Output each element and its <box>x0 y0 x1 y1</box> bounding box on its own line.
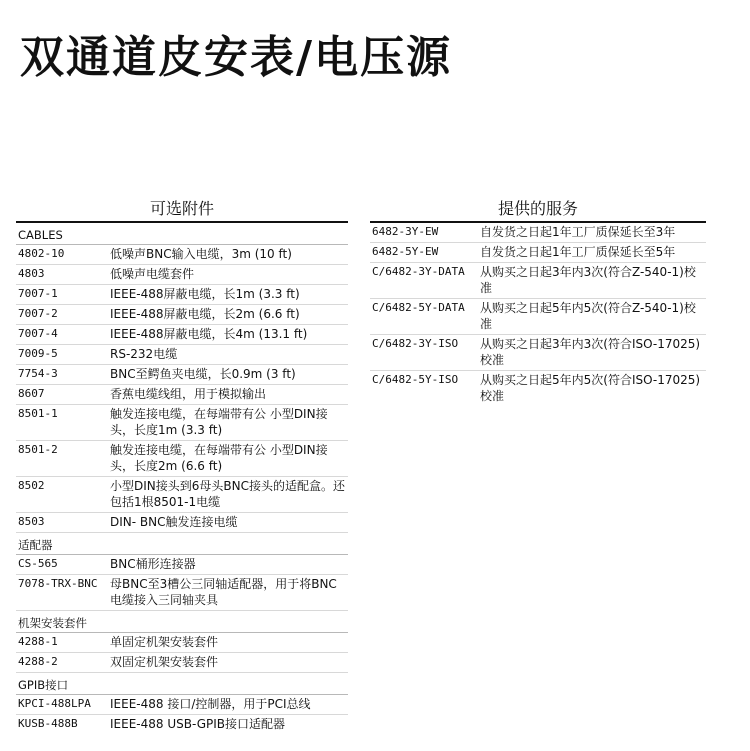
part-desc: 小型DIN接头到6母头BNC接头的适配盒。还包括1根8501-1电缆 <box>110 479 345 509</box>
part-desc: 单固定机架安装套件 <box>110 635 219 649</box>
section-label-adapters: 适配器 <box>16 533 348 555</box>
service-code: C/6482-3Y-ISO <box>372 337 459 350</box>
accessory-row <box>16 365 348 385</box>
part-code: 8502 <box>18 479 45 492</box>
section-label-gpib: GPIB接口 <box>16 673 348 695</box>
page-title: 双通道皮安表/电压源 <box>20 32 453 83</box>
part-code: 7007-1 <box>18 287 58 300</box>
part-code: 4288-2 <box>18 655 58 668</box>
accessory-row <box>16 575 348 611</box>
part-code: 7009-5 <box>18 347 58 360</box>
part-desc: BNC桶形连接器 <box>110 557 196 571</box>
part-desc: IEEE-488 接口/控制器，用于PCI总线 <box>110 697 311 711</box>
accessory-row <box>16 285 348 305</box>
accessory-row <box>16 245 348 265</box>
service-row <box>370 243 706 263</box>
accessory-row <box>16 477 348 513</box>
part-code: 8503 <box>18 515 45 528</box>
part-desc: 双固定机架安装套件 <box>110 655 219 669</box>
part-desc: DIN- BNC触发连接电缆 <box>110 515 238 529</box>
accessory-row <box>16 325 348 345</box>
accessory-row <box>16 555 348 575</box>
part-code: CS-565 <box>18 557 58 570</box>
accessory-row <box>16 633 348 653</box>
service-code: C/6482-3Y-DATA <box>372 265 465 278</box>
accessory-row <box>16 345 348 365</box>
part-code: 7007-4 <box>18 327 58 340</box>
services-column <box>370 198 706 406</box>
service-code: 6482-5Y-EW <box>372 245 439 258</box>
part-desc: 香蕉电缆线组，用于模拟输出 <box>110 387 267 401</box>
service-desc: 从购买之日起5年内5次(符合ISO-17025)校准 <box>480 373 701 403</box>
accessory-row <box>16 695 348 715</box>
part-desc: BNC至鳄鱼夹电缆，长0.9m (3 ft) <box>110 367 296 381</box>
service-desc: 自发货之日起1年工厂质保延长至3年 <box>480 225 676 239</box>
accessory-row <box>16 385 348 405</box>
part-code: 8501-2 <box>18 443 58 456</box>
part-code: 7754-3 <box>18 367 58 380</box>
part-desc: IEEE-488屏蔽电缆，长1m (3.3 ft) <box>110 287 300 301</box>
service-code: C/6482-5Y-DATA <box>372 301 465 314</box>
service-desc: 自发货之日起1年工厂质保延长至5年 <box>480 245 676 259</box>
accessory-row <box>16 715 348 734</box>
part-code: 4802-10 <box>18 247 65 260</box>
accessory-row <box>16 405 348 441</box>
part-desc: IEEE-488屏蔽电缆，长2m (6.6 ft) <box>110 307 300 321</box>
service-row <box>370 263 706 299</box>
accessory-row <box>16 653 348 673</box>
service-desc: 从购买之日起3年内3次(符合ISO-17025)校准 <box>480 337 701 367</box>
service-desc: 从购买之日起3年内3次(符合Z-540-1)校准 <box>480 265 696 295</box>
service-code: 6482-3Y-EW <box>372 225 439 238</box>
part-desc: IEEE-488屏蔽电缆，长4m (13.1 ft) <box>110 327 308 341</box>
part-desc: 低噪声电缆套件 <box>110 267 195 281</box>
services-heading: 提供的服务 <box>370 198 706 223</box>
service-row <box>370 335 706 371</box>
part-code: 8607 <box>18 387 45 400</box>
service-row <box>370 371 706 406</box>
accessory-row <box>16 513 348 533</box>
part-code: 7078-TRX-BNC <box>18 577 98 590</box>
part-code: KUSB-488B <box>18 717 78 730</box>
service-desc: 从购买之日起5年内5次(符合Z-540-1)校准 <box>480 301 696 331</box>
service-row <box>370 223 706 243</box>
part-code: 4288-1 <box>18 635 58 648</box>
part-code: 8501-1 <box>18 407 58 420</box>
service-row <box>370 299 706 335</box>
service-code: C/6482-5Y-ISO <box>372 373 459 386</box>
accessory-row <box>16 305 348 325</box>
accessories-column <box>16 198 348 734</box>
part-code: 4803 <box>18 267 45 280</box>
accessory-row <box>16 265 348 285</box>
part-code: 7007-2 <box>18 307 58 320</box>
part-desc: 低噪声BNC输入电缆，3m (10 ft) <box>110 247 292 261</box>
accessories-heading: 可选附件 <box>16 198 348 223</box>
part-desc: IEEE-488 USB-GPIB接口适配器 <box>110 717 286 731</box>
section-label-rack-mount: 机架安装套件 <box>16 611 348 633</box>
part-desc: 触发连接电缆，在每端带有公 小型DIN接头，长度1m (3.3 ft) <box>110 407 328 437</box>
part-desc: 母BNC至3槽公三同轴适配器，用于将BNC电缆接入三同轴夹具 <box>110 577 337 607</box>
accessory-row <box>16 441 348 477</box>
part-desc: 触发连接电缆，在每端带有公 小型DIN接头，长度2m (6.6 ft) <box>110 443 328 473</box>
section-label-cables: CABLES <box>16 223 348 245</box>
part-code: KPCI-488LPA <box>18 697 91 710</box>
part-desc: RS-232电缆 <box>110 347 178 361</box>
